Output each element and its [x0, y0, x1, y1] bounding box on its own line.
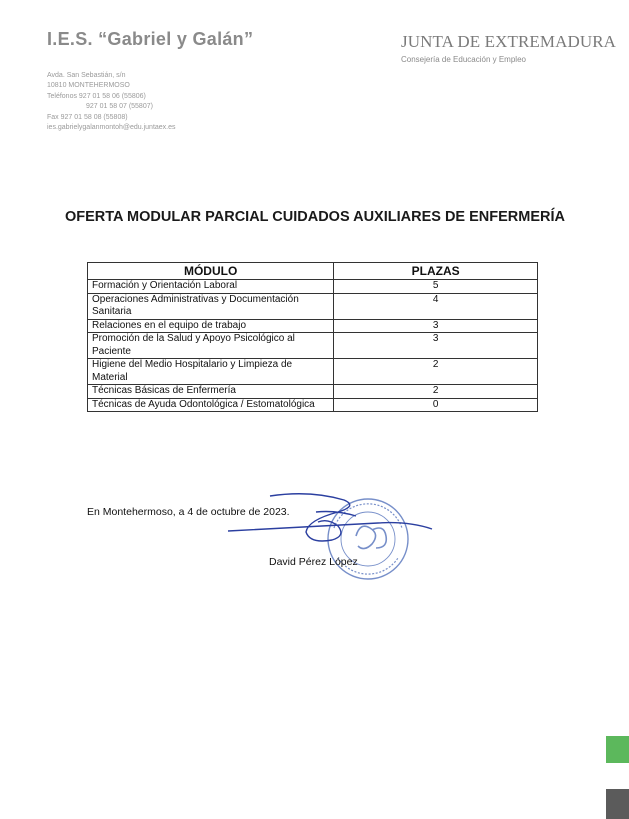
signature-stamp-graphic [220, 488, 440, 593]
module-name: Promoción de la Salud y Apoyo Psicológico al Paciente [88, 333, 334, 359]
school-address [47, 71, 176, 133]
table-row [88, 359, 538, 385]
address-line: Fax 927 01 58 08 (55808) [47, 113, 128, 121]
module-name: Relaciones en el equipo de trabajo [88, 319, 334, 333]
table-row [88, 333, 538, 359]
stamp-emblem [356, 526, 386, 548]
module-plazas: 4 [334, 293, 538, 319]
module-name: Técnicas Básicas de Enfermería [88, 385, 334, 399]
module-name: Higiene del Medio Hospitalario y Limpieza de Material [88, 359, 334, 385]
address-line: ies.gabrielygalanmontoh@edu.juntaex.es [47, 124, 176, 132]
table-row [88, 293, 538, 319]
signer-name: David Pérez López [269, 556, 358, 568]
gray-marker [606, 789, 629, 819]
green-marker [606, 736, 629, 763]
module-name: Técnicas de Ayuda Odontológica / Estomatológica [88, 398, 334, 412]
table-row [88, 385, 538, 399]
address-line: Avda. San Sebastián, s/n [47, 72, 126, 79]
module-plazas: 0 [334, 398, 538, 412]
document-title: OFERTA MODULAR PARCIAL CUIDADOS AUXILIARES DE ENFERMERÍA [65, 209, 565, 225]
module-plazas: 5 [334, 280, 538, 294]
header-modulo: MÓDULO [88, 263, 334, 280]
consejeria-text: Consejería de Educación y Empleo [401, 55, 526, 64]
module-name: Formación y Orientación Laboral [88, 280, 334, 294]
module-name: Operaciones Administrativas y Documentación Sanitaria [88, 293, 334, 319]
table-row [88, 319, 538, 333]
module-plazas: 3 [334, 333, 538, 359]
module-plazas: 2 [334, 359, 538, 385]
school-name: I.E.S. “Gabriel y Galán” [47, 29, 254, 49]
address-line: 10810 MONTEHERMOSO [47, 82, 130, 90]
module-plazas: 3 [334, 319, 538, 333]
address-line: 927 01 58 07 (55807) [86, 103, 153, 111]
address-line: Teléfonos 927 01 58 06 (55806) [47, 92, 146, 100]
header-plazas: PLAZAS [334, 263, 538, 280]
date-line: En Montehermoso, a 4 de octubre de 2023. [87, 506, 290, 518]
table-header-row [88, 263, 538, 280]
modules-table [87, 262, 538, 412]
module-plazas: 2 [334, 385, 538, 399]
table-row [88, 280, 538, 294]
table-row [88, 398, 538, 412]
junta-logo-text: JUNTA DE EXTREMADURA [401, 32, 617, 51]
